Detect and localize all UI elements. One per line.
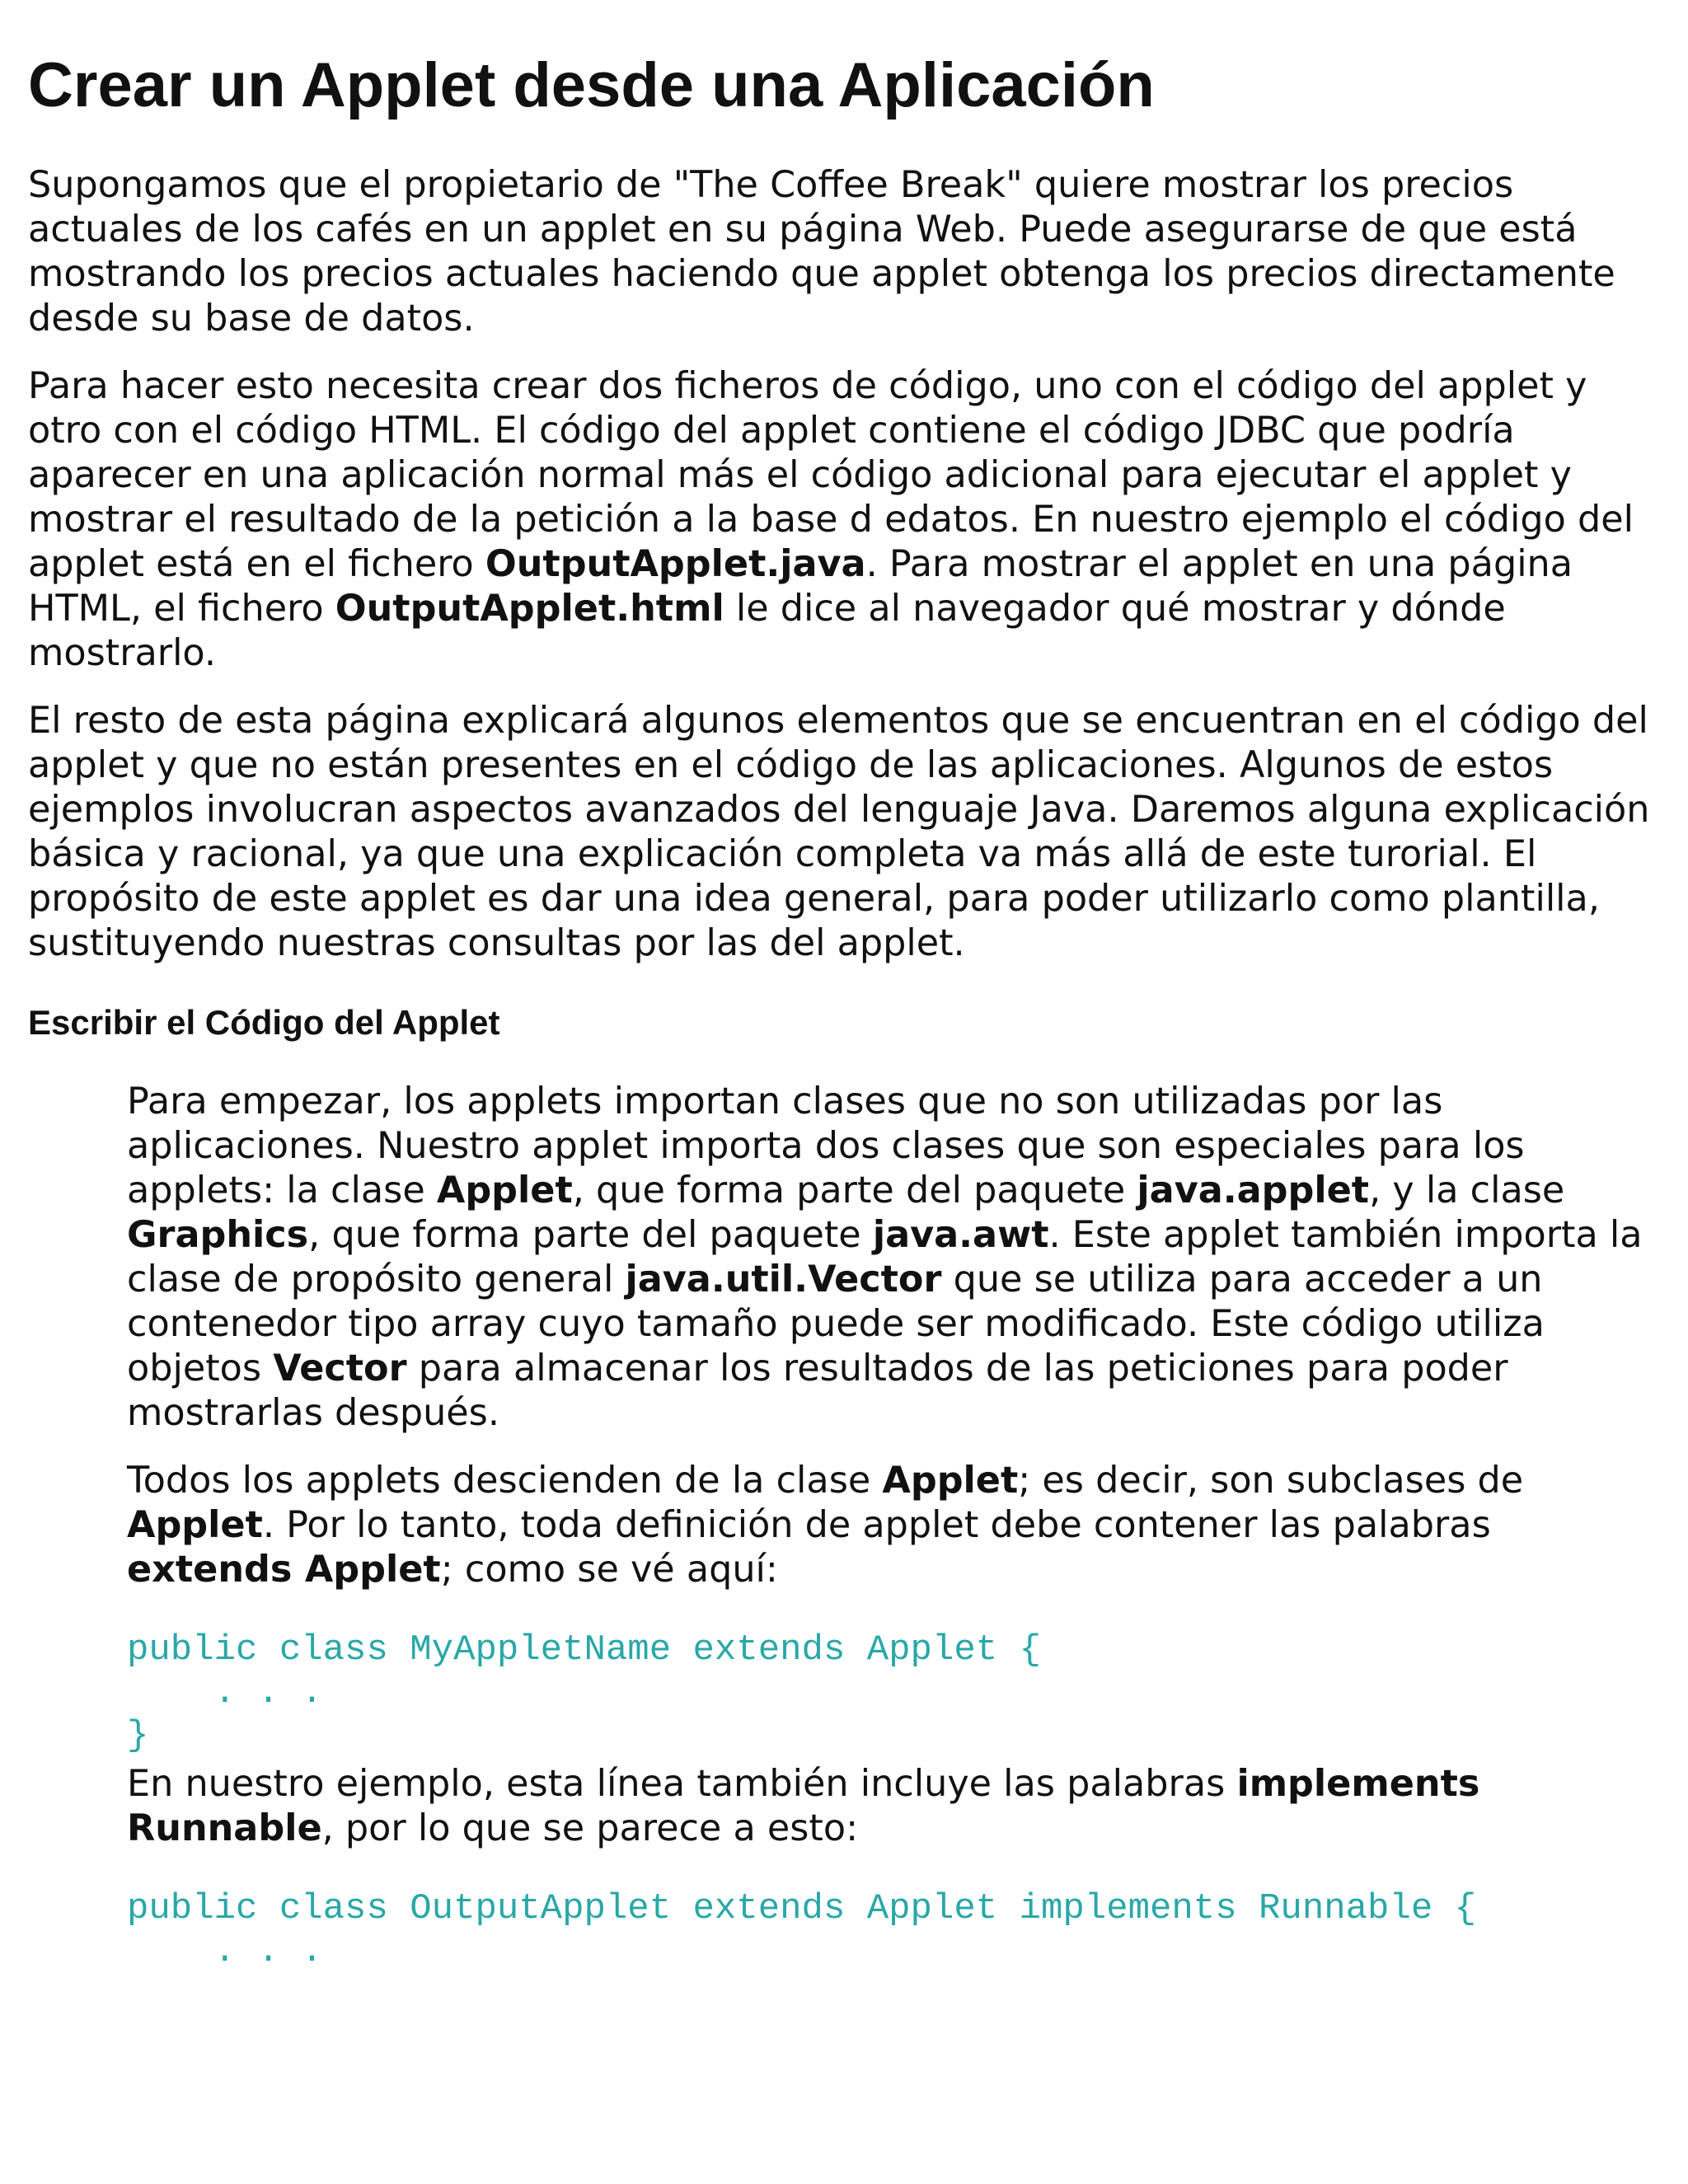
section-paragraph-1 — [127, 1080, 1660, 1436]
section-body — [28, 1080, 1660, 1973]
section-paragraph-2 — [127, 1459, 1660, 1592]
text-run: , que forma parte del paquete — [572, 1169, 1137, 1212]
text-run: , que forma parte del paquete — [308, 1214, 873, 1256]
text-run: . Por lo tanto, toda definición de applet debe contener las palabras — [262, 1504, 1491, 1546]
text-run: , por lo que se parece a esto: — [321, 1807, 859, 1849]
text-run: que se utiliza para acceder a un contenedor tipo array cuyo tamaño puede ser modificado. Este código utiliza objetos — [127, 1258, 1545, 1390]
text-run: , y la clase — [1369, 1169, 1565, 1212]
text-run: Para hacer esto necesita crear dos ficheros de código, uno con el código del applet y otro con el código HTML. El código del applet contiene el código JDBC que podría aparecer en una aplicación normal más el código adicional para ejecutar el applet y mostrar el resultado de la petición a la base d edatos. En nuestro ejemplo el código del applet está en el fichero — [28, 365, 1634, 585]
text-run: . Este applet también importa la clase de propósito general — [127, 1214, 1643, 1301]
bold-term: Graphics — [127, 1214, 309, 1256]
bold-term: Vector — [273, 1347, 407, 1390]
code-block-1: public class MyAppletName extends Applet { . . . } — [127, 1629, 1041, 1756]
text-run: . Para mostrar el applet en una página HTML, el fichero — [28, 543, 1573, 630]
bold-term: java.awt — [872, 1214, 1049, 1256]
bold-term: Applet — [127, 1504, 263, 1546]
bold-term: Applet — [882, 1460, 1019, 1502]
text-run: Todos los applets descienden de la clase — [127, 1460, 883, 1502]
bold-term: implements Runnable — [127, 1763, 1480, 1849]
bold-term: OutputApplet.java — [485, 543, 866, 585]
text-run: En nuestro ejemplo, esta línea también incluye las palabras — [127, 1763, 1237, 1805]
intro-paragraph-3: El resto de esta página explicará algunos elementos que se encuentran en el código del applet y que no están presentes en el código de las aplicaciones. Algunos de estos ejemplos involucran aspectos avanzados del lenguaje Java. Daremos alguna explicación básica y racional, ya que una explicación completa va más allá de este turorial. El propósito de este applet es dar una idea general, para poder utilizarlo como plantilla, sustituyendo nuestras consultas por las del applet. — [28, 700, 1650, 964]
text-run: ; como se vé aquí: — [440, 1549, 778, 1591]
bold-term: Applet — [436, 1169, 573, 1212]
section-heading: Escribir el Código del Applet — [28, 1003, 500, 1042]
bold-term: java.applet — [1137, 1169, 1370, 1212]
text-run: ; es decir, son subclases de — [1018, 1460, 1524, 1502]
section-paragraph-3 — [127, 1762, 1660, 1851]
text-run: para almacenar los resultados de las peticiones para poder mostrarlas después. — [127, 1347, 1508, 1434]
page-title: Crear un Applet desde una Aplicación — [28, 50, 1155, 120]
intro-paragraph-2 — [28, 364, 1660, 676]
bold-term: java.util.Vector — [625, 1258, 942, 1301]
text-run: le dice al navegador qué mostrar y dónde mostrarlo. — [28, 588, 1506, 674]
code-block-2: public class OutputApplet extends Applet implements Runnable { . . . — [127, 1888, 1477, 1972]
bold-term: extends Applet — [127, 1549, 441, 1591]
text-run: Para empezar, los applets importan clases que no son utilizadas por las aplicaciones. Nuestro applet importa dos clases que son especiales para los applets: la clase — [127, 1080, 1525, 1212]
intro-paragraph-1: Supongamos que el propietario de "The Coffee Break" quiere mostrar los precios actuales de los cafés en un applet en su página Web. Puede asegurarse de que está mostrando los precios actuales haciendo que applet obtenga los precios directamente desde su base de datos. — [28, 164, 1615, 340]
bold-term: OutputApplet.html — [335, 588, 724, 630]
